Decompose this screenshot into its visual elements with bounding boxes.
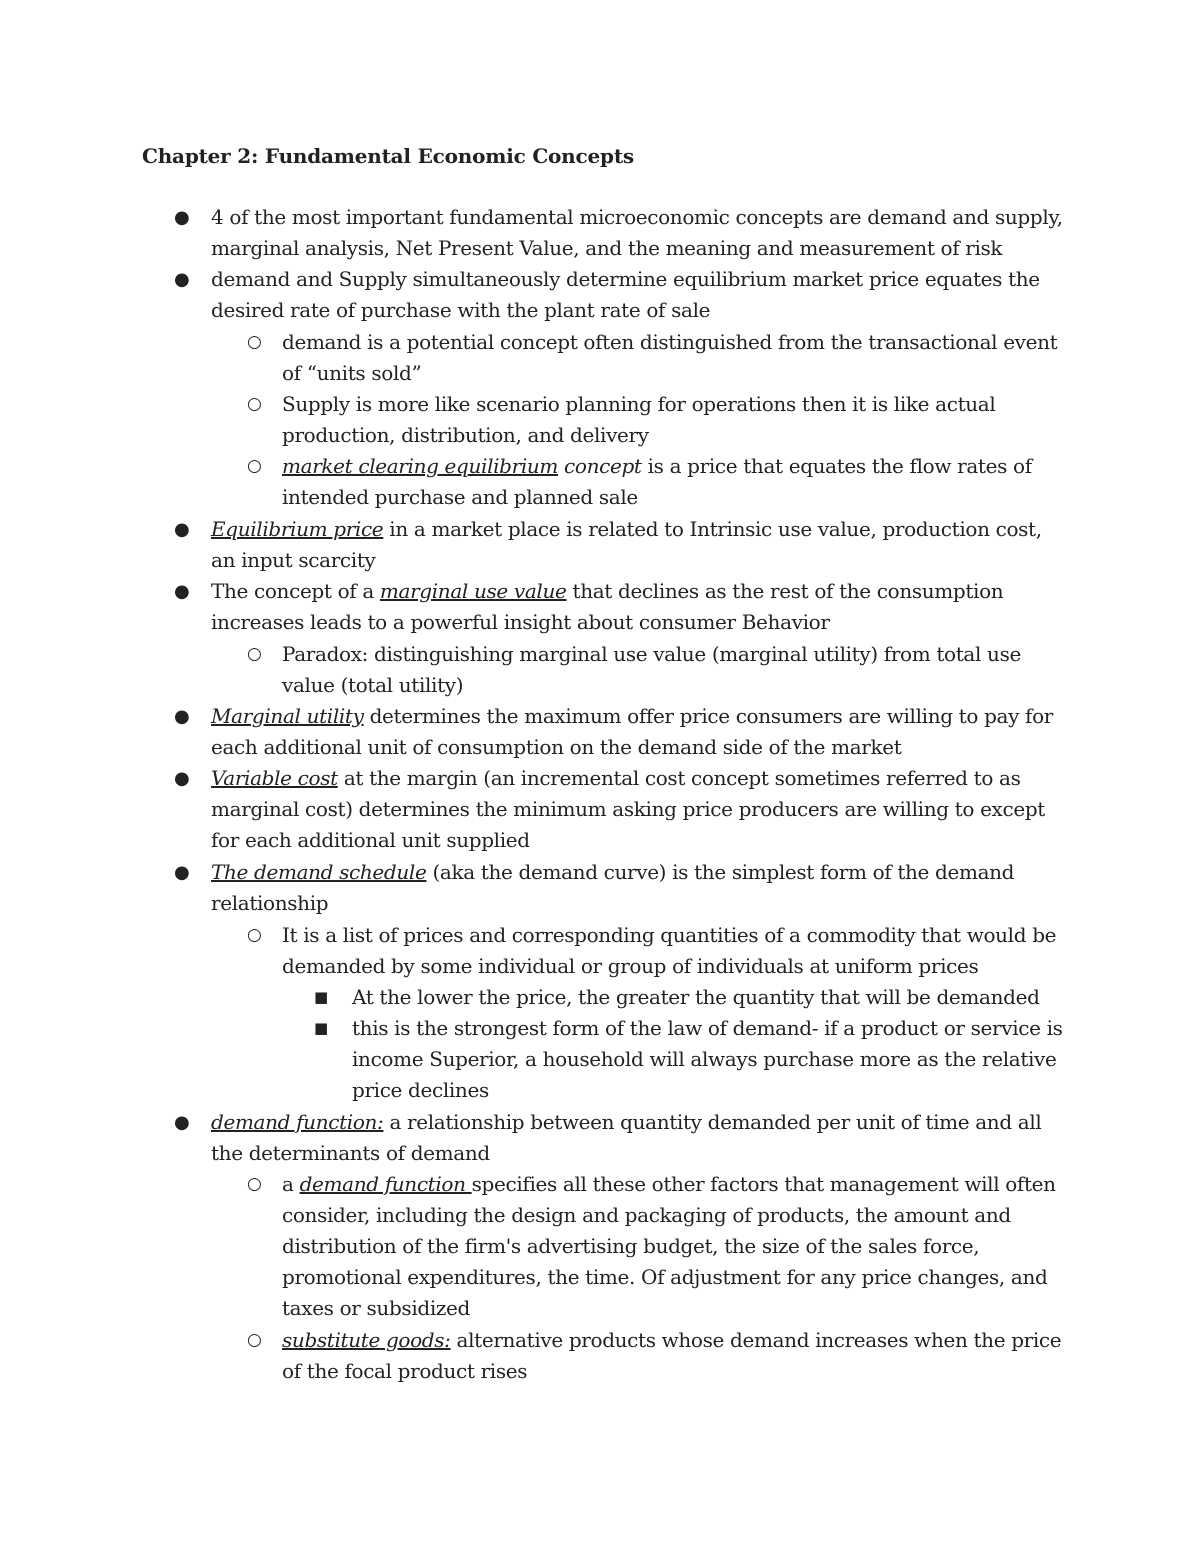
bullet-icon: ● (174, 1112, 190, 1133)
list-item: Supply is more like scenario planning for operations then it is like actual production, distribution, and delivery (282, 392, 996, 447)
circle-bullet-icon: ○ (247, 925, 262, 945)
circle-bullet-icon: ○ (247, 644, 262, 664)
list-item: Equilibrium price in a market place is related to Intrinsic use value, production cost, an input scarcity (211, 517, 1042, 572)
square-bullet-icon: ■ (314, 1019, 329, 1037)
list-item: Paradox: distinguishing marginal use value (marginal utility) from total use value (total utility) (282, 642, 1021, 697)
bullet-icon: ● (174, 581, 190, 602)
term: demand function: (211, 1110, 384, 1134)
bullet-icon: ● (174, 269, 190, 290)
term: The demand schedule (211, 860, 427, 884)
circle-bullet-icon: ○ (247, 1330, 262, 1350)
term: marginal use value (379, 579, 567, 603)
bullet-icon: ● (174, 706, 190, 727)
circle-bullet-icon: ○ (247, 456, 262, 476)
circle-bullet-icon: ○ (247, 332, 262, 352)
list-item: demand function: a relationship between quantity demanded per unit of time and all the determinants of demand (211, 1110, 1042, 1165)
list-item: Variable cost at the margin (an incremental cost concept sometimes referred to as marginal cost) determines the minimum asking price producers are willing to except for each additional unit supplied (211, 766, 1045, 852)
list-item: a demand function specifies all these other factors that management will often consider, including the design and packaging of products, the amount and distribution of the firm's advertising budget, the size of the sales force, promotional expenditures, the time. Of adjustment for any price changes, and taxes or subsidized (282, 1172, 1056, 1320)
term: market clearing equilibrium (282, 454, 559, 478)
term: Equilibrium price (211, 517, 384, 541)
list-item: At the lower the price, the greater the quantity that will be demanded (352, 985, 1040, 1009)
list-item: The demand schedule (aka the demand curve) is the simplest form of the demand relationship (211, 860, 1015, 915)
bullet-icon: ● (174, 768, 190, 789)
term: Variable cost (211, 766, 338, 790)
list-item: demand is a potential concept often distinguished from the transactional event of “units sold” (282, 330, 1058, 385)
bullet-icon: ● (174, 519, 190, 540)
term: substitute goods: (282, 1328, 451, 1352)
term: demand function (299, 1172, 472, 1196)
list-item: demand and Supply simultaneously determine equilibrium market price equates the desired rate of purchase with the plant rate of sale (211, 267, 1040, 322)
list-item: Marginal utility determines the maximum offer price consumers are willing to pay for each additional unit of consumption on the demand side of the market (211, 704, 1054, 759)
circle-bullet-icon: ○ (247, 1174, 262, 1194)
list-item: 4 of the most important fundamental microeconomic concepts are demand and supply, marginal analysis, Net Present Value, and the meaning and measurement of risk (211, 205, 1063, 260)
circle-bullet-icon: ○ (247, 394, 262, 414)
square-bullet-icon: ■ (314, 988, 329, 1006)
term: Marginal utility (211, 704, 364, 728)
list-item: substitute goods: alternative products whose demand increases when the price of the focal product rises (282, 1328, 1062, 1383)
list-item: this is the strongest form of the law of demand- if a product or service is income Superior, a household will always purchase more as the relative price declines (352, 1016, 1063, 1102)
list-item: market clearing equilibrium concept is a price that equates the flow rates of intended purchase and planned sale (282, 454, 1032, 509)
list-item: The concept of a marginal use value that declines as the rest of the consumption increases leads to a powerful insight about consumer Behavior (211, 579, 1004, 634)
chapter-title: Chapter 2: Fundamental Economic Concepts (142, 144, 634, 168)
list-item: It is a list of prices and corresponding quantities of a commodity that would be demanded by some individual or group of individuals at uniform prices (282, 923, 1057, 978)
bullet-icon: ● (174, 207, 190, 228)
bullet-icon: ● (174, 862, 190, 883)
